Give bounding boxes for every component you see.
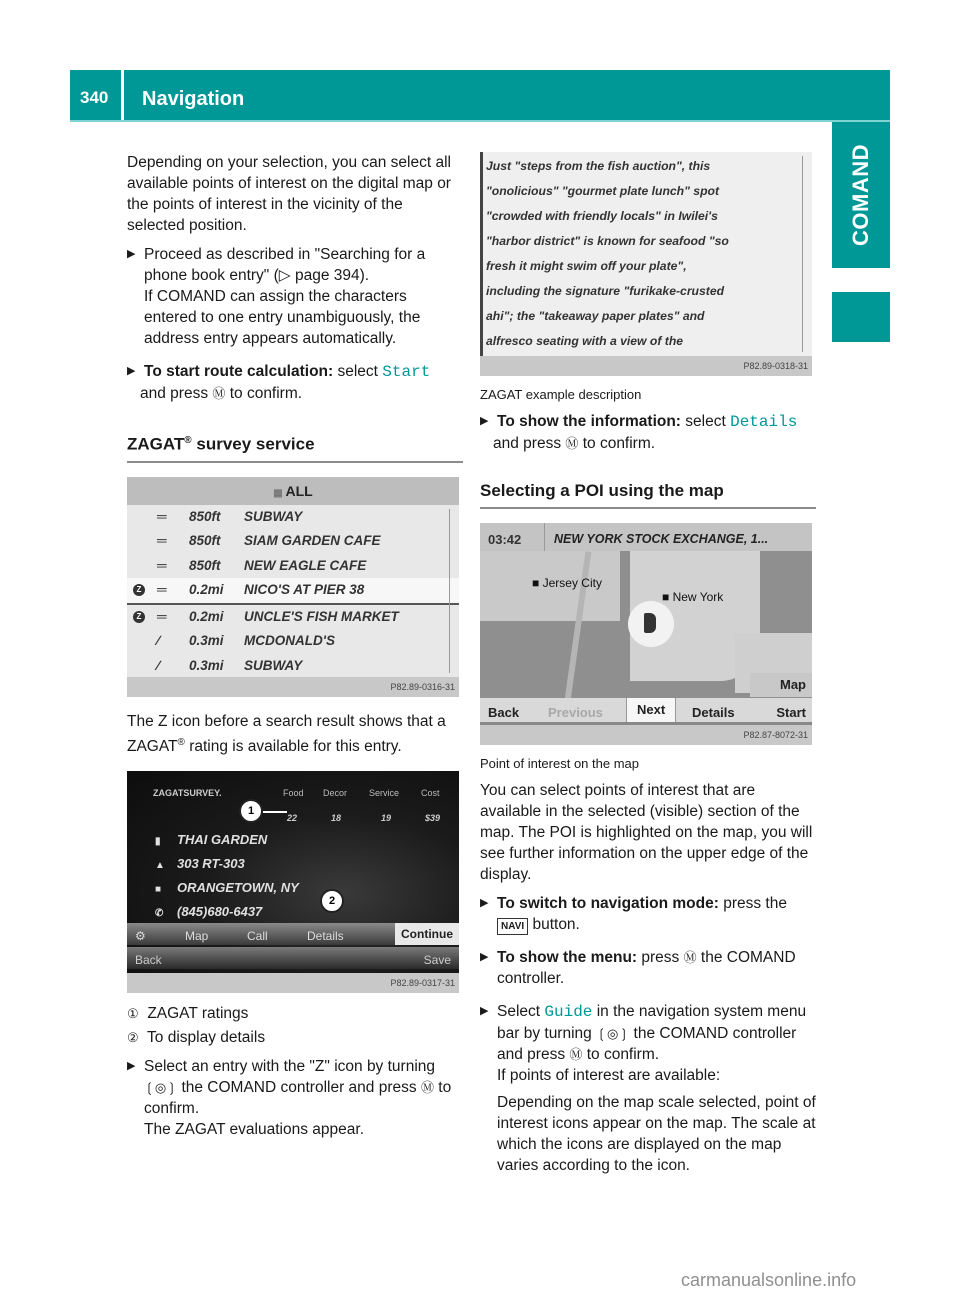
step-text: select [680, 413, 731, 430]
step-label: To show the menu: [497, 949, 638, 966]
instruction-step [480, 1001, 816, 1176]
instruction-step [480, 947, 816, 989]
figure-caption: ZAGAT example description [480, 387, 642, 402]
poi-name: UNCLE'S FISH MARKET [244, 608, 399, 624]
map-status-bar [480, 523, 812, 551]
menu-details[interactable]: Details [307, 928, 344, 943]
step-text: press the [718, 895, 787, 912]
menu-save[interactable]: Save [423, 952, 451, 967]
left-border [480, 152, 483, 356]
poi-distance: 0.2mi [189, 608, 224, 624]
label-text: New York [672, 590, 724, 604]
column-service: Service [369, 787, 400, 798]
phone [155, 901, 262, 924]
figure-caption: Point of interest on the map [480, 756, 639, 771]
step-text: Select an entry with the "Z" icon by turning [144, 1057, 436, 1075]
controller-press-icon: Ⓜ [212, 386, 226, 401]
section-heading-poi-map: Selecting a POI using the map [480, 480, 816, 509]
step-text: and press [140, 385, 213, 402]
step-label: To start route calculation: [144, 363, 334, 380]
menu-previous[interactable]: Previous [548, 705, 603, 720]
heading-text: survey service [191, 434, 315, 454]
step-text: the COMAND controller and press [177, 1078, 421, 1096]
settings-icon: ⚙ [135, 928, 146, 943]
street-icon: ▲ [155, 859, 165, 871]
step-followup: The ZAGAT evaluations appear. [144, 1120, 364, 1138]
menu-bar-primary [127, 923, 459, 945]
step-text: Select [497, 1003, 545, 1020]
controller-press-icon: Ⓜ [420, 1079, 434, 1095]
step-followup: If points of interest are available: [497, 1067, 721, 1084]
menu-call[interactable]: Call [247, 928, 268, 943]
column-food: Food [283, 787, 304, 798]
street-text: 303 RT-303 [177, 855, 245, 871]
legend-item [127, 1027, 463, 1048]
controller-press-icon: Ⓜ [683, 950, 697, 965]
section-heading-zagat [127, 430, 463, 463]
restaurant-icon: ▮ [155, 835, 161, 847]
description-line: "crowded with friendly locals" in Iwilei's [486, 209, 718, 223]
instruction-step [127, 361, 463, 404]
step-text: and press [493, 435, 566, 452]
display-text-guide: Guide [544, 1003, 593, 1021]
controller-turn-icon: ❲◎❳ [596, 1026, 630, 1041]
city-icon: ■ [155, 883, 162, 895]
step-text: to confirm. [578, 435, 656, 452]
controller-turn-icon: ❲◎❳ [144, 1079, 178, 1095]
figure-legend [127, 1003, 463, 1048]
menu-bar-secondary [127, 947, 459, 969]
category-icon: ▦ [273, 487, 286, 499]
instruction-step [480, 411, 816, 454]
menu-back[interactable]: Back [488, 705, 520, 720]
map-time: 03:42 [488, 532, 522, 547]
divider [544, 523, 545, 551]
zagat-detail-screenshot [127, 771, 459, 993]
map-poi-title: NEW YORK STOCK EXCHANGE, 1... [554, 532, 769, 546]
column-cost: Cost [421, 787, 440, 798]
poi-list-row[interactable] [127, 654, 459, 679]
poi-name: SUBWAY [244, 508, 303, 524]
restaurant-icon: ═ [157, 557, 167, 573]
legend-text: ZAGAT ratings [147, 1004, 249, 1022]
step-text: ▶ Proceed as described in "Searching for a phone book entry" (▷ page 394). [144, 246, 426, 284]
side-tab-marker [832, 292, 890, 342]
side-tab [832, 122, 890, 268]
step-text: to confirm. [144, 1078, 452, 1117]
zagat-brand: ZAGATSURVEY. [153, 787, 222, 798]
poi-name: MCDONALD'S [244, 633, 335, 649]
instruction-step [127, 1056, 463, 1140]
note-text: The Z icon before a search result shows that a ZAGAT [127, 712, 446, 755]
instruction-step [127, 244, 463, 349]
poi-list-row[interactable] [127, 605, 459, 630]
callout-2: 2 [320, 889, 344, 913]
restaurant-icon: ═ [157, 508, 167, 524]
scrollbar [802, 156, 809, 352]
step-text: in the navigation system menu bar by turning [497, 1003, 807, 1042]
legend-item [127, 1003, 463, 1024]
value-food: 22 [287, 812, 298, 823]
figure-code: P82.89-0316-31 [390, 681, 455, 692]
registered-mark: ® [184, 435, 192, 446]
side-tab-label: COMAND [848, 144, 873, 246]
description-line: including the signature "furikake-crusted [486, 284, 725, 298]
poi-name: SIAM GARDEN CAFE [244, 533, 381, 549]
phone-icon: ✆ [155, 907, 164, 919]
step-label: To show the information: [497, 413, 681, 430]
zagat-description-screenshot [480, 152, 812, 376]
menu-next[interactable]: Next [626, 698, 676, 722]
note-text: rating is available for this entry. [184, 737, 402, 755]
value-cost: $39 [425, 812, 441, 823]
value-decor: 18 [331, 812, 342, 823]
menu-continue[interactable]: Continue [395, 923, 459, 945]
figure-code: P82.87-8072-31 [743, 730, 808, 740]
city [155, 877, 299, 900]
poi-name: NICO'S AT PIER 38 [244, 582, 365, 598]
poi-distance: 850ft [189, 533, 221, 549]
poi-distance: 0.3mi [189, 633, 224, 649]
description-line: alfresco seating with a view of the [486, 334, 684, 348]
map-menu-bar [480, 698, 812, 725]
poi-list-row[interactable] [127, 529, 459, 554]
step-text: the COMAND controller. [497, 949, 796, 987]
menu-map[interactable]: Map [185, 928, 209, 943]
poi-distance: 0.3mi [189, 657, 224, 673]
fastfood-icon: ∕ [157, 633, 160, 649]
right-column [480, 152, 816, 1188]
poi-map-screenshot [480, 523, 812, 745]
scrollbar [449, 509, 456, 673]
highlighted-poi-icon[interactable] [628, 601, 674, 647]
watermark: carmanualsonline.info [681, 1270, 857, 1290]
phone-text: (845)680-6437 [177, 903, 263, 919]
step-text: the COMAND controller and press [497, 1025, 797, 1063]
poi-name: NEW EAGLE CAFE [244, 557, 367, 573]
description-line: Just "steps from the fish auction", this [486, 159, 711, 173]
poi-paragraph: You can select points of interest that are available in the selected (visible) section of the map. The POI is highlighted on the map, you will see further information on the upper edge of the display. [480, 782, 813, 883]
menu-details[interactable]: Details [692, 705, 735, 720]
callout-1: 1 [239, 799, 263, 823]
figure-code: P82.89-0317-31 [390, 977, 455, 988]
callout-1-leader [263, 811, 287, 813]
step-text: to confirm. [225, 385, 303, 402]
fastfood-icon: ∕ [157, 657, 160, 673]
city-text: ORANGETOWN, NY [177, 879, 299, 895]
step-text: press [637, 949, 684, 966]
zagat-icon: Z [133, 584, 145, 596]
description-line: "harbor district" is known for seafood "so [486, 234, 729, 248]
page-header [70, 70, 890, 122]
category-label: ALL [285, 482, 313, 499]
step-text: button. [528, 916, 580, 933]
display-text-details: Details [730, 413, 798, 431]
step-text: to confirm. [582, 1046, 660, 1063]
map-label-new-york: ■ New York [662, 590, 724, 604]
poi-name: SUBWAY [244, 657, 303, 673]
value-service: 19 [381, 812, 392, 823]
description-text [486, 154, 796, 354]
navi-key-icon: NAVI [497, 918, 528, 935]
poi-list-row[interactable] [127, 629, 459, 654]
restaurant-icon: ═ [157, 533, 167, 549]
intro-paragraph: Depending on your selection, you can select all available points of interest on the digital map or the points of interest in the vicinity of the selected position. [127, 154, 451, 234]
menu-start[interactable]: Start [776, 705, 806, 720]
display-text-start: Start [382, 363, 431, 381]
restaurant-name [155, 829, 267, 852]
description-line: "onolicious" "gourmet plate lunch" spot [486, 184, 720, 198]
description-line: fresh it might swim off your plate", [486, 259, 687, 273]
step-followup: Depending on the map scale selected, point of interest icons appear on the map. The scale at which the icons are displayed on the map varies according to the icon. [497, 1094, 816, 1174]
description-line: ahi"; the "takeaway paper plates" and [486, 309, 705, 323]
map-label-jersey-city: ■ Jersey City [532, 576, 602, 590]
poi-list-row[interactable] [127, 554, 459, 579]
page-number: 340 [70, 70, 124, 120]
restaurant-icon: ═ [157, 582, 167, 598]
poi-list-screenshot [127, 477, 459, 697]
poi-distance: 0.2mi [189, 582, 224, 598]
street-address [155, 853, 245, 876]
step-text: select [333, 363, 383, 380]
poi-distance: 850ft [189, 557, 221, 573]
map-button[interactable]: Map [750, 673, 812, 697]
legend-number: ① [127, 1005, 139, 1021]
figure-code: P82.89-0318-31 [743, 361, 808, 371]
restaurant-icon: ═ [157, 608, 167, 624]
zagat-icon: Z [133, 611, 145, 623]
controller-press-icon: Ⓜ [569, 1047, 583, 1062]
legend-text: To display details [147, 1028, 266, 1046]
menu-back[interactable]: Back [135, 952, 162, 967]
poi-list-header [127, 477, 459, 505]
zagat-note [127, 711, 463, 757]
poi-list-row[interactable] [127, 505, 459, 530]
instruction-step [480, 893, 816, 935]
left-column [127, 152, 463, 1152]
legend-number: ② [127, 1029, 139, 1045]
controller-press-icon: Ⓜ [565, 436, 579, 451]
poi-symbol [644, 613, 656, 633]
poi-distance: 850ft [189, 508, 221, 524]
poi-list-row[interactable] [127, 578, 459, 605]
step-followup: If COMAND can assign the characters entered to one entry unambiguously, the address entry appears automatically. [144, 288, 421, 347]
step-label: To switch to navigation mode: [497, 895, 719, 912]
label-text: Jersey City [542, 576, 602, 590]
name-text: THAI GARDEN [177, 831, 268, 847]
heading-text: ZAGAT [127, 434, 185, 454]
column-decor: Decor [323, 787, 348, 798]
registered-mark: ® [177, 736, 185, 748]
chapter-title: Navigation [142, 88, 245, 110]
